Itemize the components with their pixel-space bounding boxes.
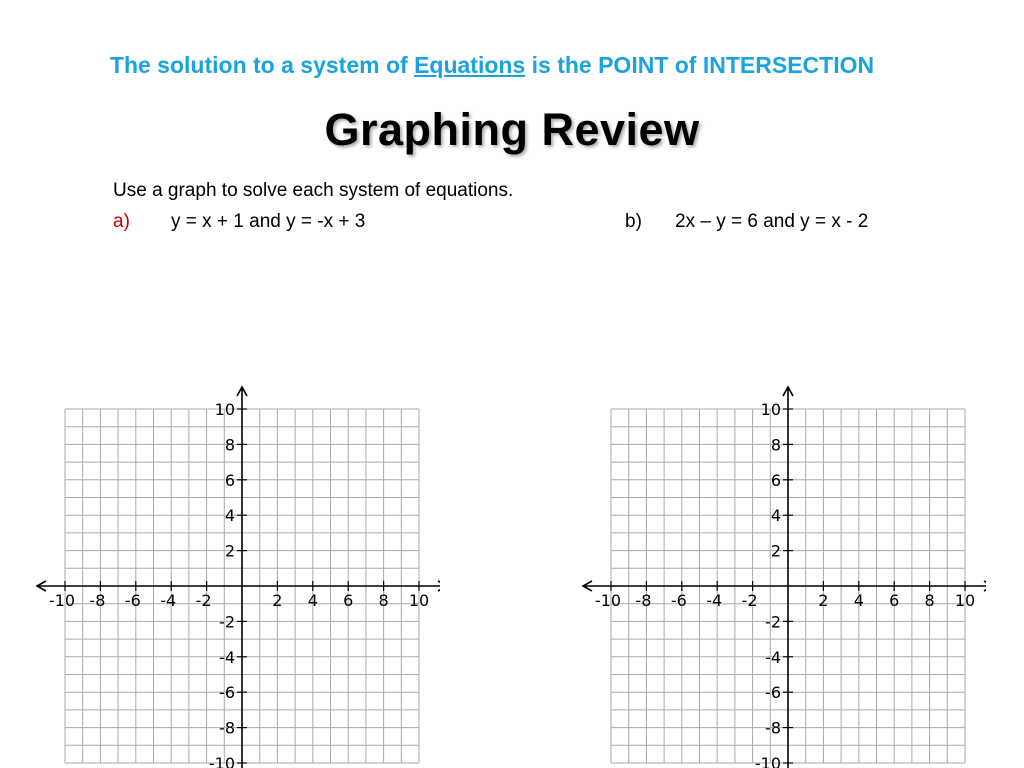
banner-text-before: The solution to a system of (109, 52, 415, 78)
banner-heading (0, 52, 984, 79)
problem-a-letter: a) (113, 211, 130, 232)
x-tick-label: -2 (195, 591, 212, 610)
x-tick-label: 4 (307, 591, 318, 610)
y-tick-label: -6 (219, 683, 235, 703)
problem-b (625, 211, 868, 233)
problem-a-equation: y = x + 1 and y = -x + 3 (171, 211, 366, 232)
y-tick-label: -8 (765, 718, 781, 738)
x-tick-label: -8 (89, 591, 106, 610)
y-tick-label: 10 (760, 400, 781, 419)
y-tick-label: 2 (224, 541, 235, 561)
y-tick-label: 6 (770, 470, 781, 490)
x-tick-label: 10 (954, 591, 976, 610)
x-tick-label: 6 (889, 591, 900, 610)
banner-text-after: is the POINT of INTERSECTION (525, 52, 875, 78)
banner-underlined-word: Equations (414, 52, 526, 78)
problem-b-letter: b) (625, 211, 642, 232)
x-tick-label: -6 (124, 591, 141, 610)
x-tick-label: -8 (635, 591, 652, 610)
y-tick-label: 4 (770, 506, 781, 526)
y-tick-label: 2 (770, 541, 781, 561)
instructions-text: Use a graph to solve each system of equations. (113, 180, 514, 201)
y-tick-label: 6 (224, 470, 235, 490)
y-tick-label: -8 (219, 718, 235, 738)
y-tick-label: -6 (765, 683, 781, 703)
x-tick-label: -6 (670, 591, 687, 610)
x-tick-label: -10 (594, 591, 622, 610)
y-tick-label: -4 (765, 647, 781, 667)
x-tick-label: 8 (378, 591, 389, 610)
x-tick-label: 2 (272, 591, 283, 610)
x-tick-label: 2 (818, 591, 829, 610)
y-tick-label: -10 (208, 754, 235, 768)
y-tick-label: -10 (754, 754, 781, 768)
page-title: Graphing Review (324, 104, 700, 155)
x-tick-label: 4 (853, 591, 864, 610)
x-tick-label: -2 (741, 591, 758, 610)
x-tick-label: 10 (408, 591, 430, 610)
problem-a (113, 211, 365, 233)
x-tick-label: 8 (924, 591, 935, 610)
x-tick-label: -10 (48, 591, 76, 610)
y-tick-label: -2 (219, 612, 235, 632)
y-tick-label: -4 (219, 647, 235, 667)
x-tick-label: -4 (160, 591, 177, 610)
y-tick-label: 8 (770, 435, 781, 455)
y-tick-label: -2 (765, 612, 781, 632)
coordinate-grid-b[interactable] (582, 372, 986, 768)
x-tick-label: -4 (706, 591, 723, 610)
coordinate-grid-a[interactable] (36, 372, 440, 768)
y-tick-label: 4 (224, 506, 235, 526)
y-tick-label: 10 (214, 400, 235, 419)
y-tick-label: 8 (224, 435, 235, 455)
x-tick-label: 6 (343, 591, 354, 610)
problem-b-equation: 2x – y = 6 and y = x - 2 (675, 211, 869, 232)
